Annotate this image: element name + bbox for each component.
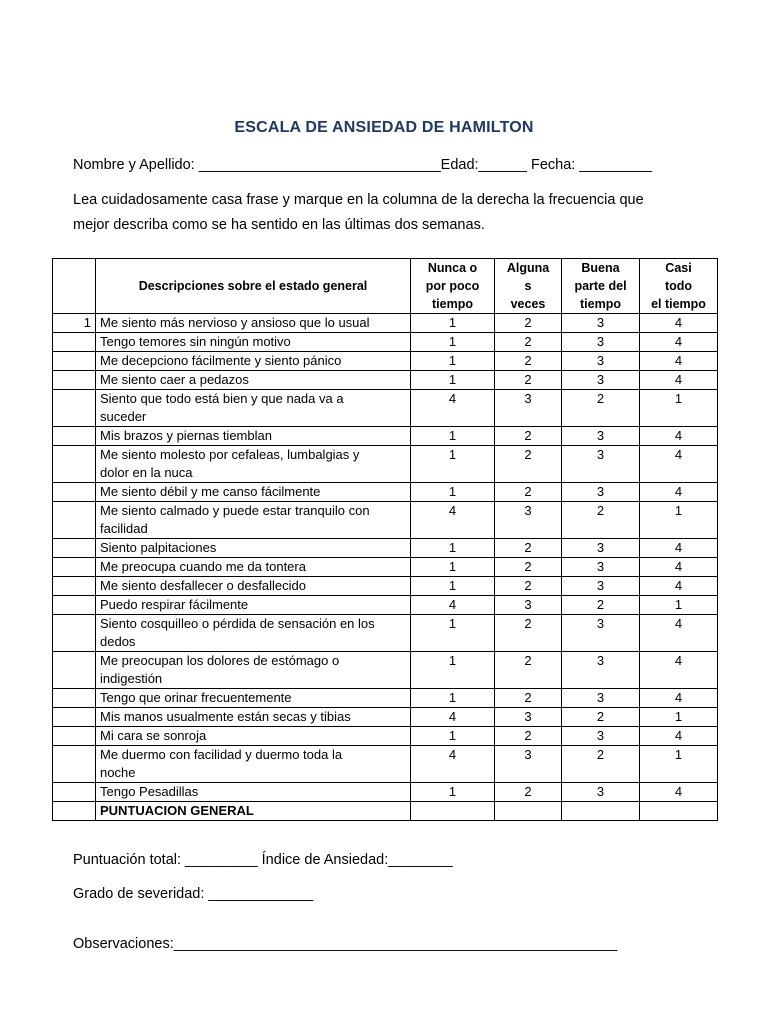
document-title: ESCALA DE ANSIEDAD DE HAMILTON <box>234 119 534 136</box>
row-description <box>96 558 411 577</box>
name-age-date-line: Nombre y Apellido: ______________________________Edad:______ Fecha: _________ <box>73 157 652 173</box>
score-option-cell[interactable]: 1 <box>411 539 495 558</box>
score-option-cell[interactable]: 3 <box>562 352 640 371</box>
score-total-line: Puntuación total: _________ Índice de Ansiedad:________ <box>73 852 453 868</box>
score-option-cell[interactable]: 4 <box>640 558 718 577</box>
description-line: Me preocupa cuando me da tontera <box>100 559 306 574</box>
row-description <box>96 615 411 652</box>
score-option-cell[interactable]: 2 <box>495 483 562 502</box>
total-label: PUNTUACION GENERAL <box>96 802 411 821</box>
header-buena-parte <box>562 259 640 314</box>
score-option-cell[interactable]: 3 <box>562 558 640 577</box>
score-option-cell[interactable]: 4 <box>411 390 495 427</box>
score-option-cell[interactable]: 3 <box>562 652 640 689</box>
table-row <box>53 783 718 802</box>
score-option-cell[interactable]: 3 <box>562 615 640 652</box>
score-option-cell[interactable]: 4 <box>640 371 718 390</box>
score-option-cell[interactable]: 4 <box>640 727 718 746</box>
row-description <box>96 333 411 352</box>
row-number <box>53 708 96 727</box>
row-description <box>96 390 411 427</box>
row-number <box>53 727 96 746</box>
header-line: por poco <box>425 279 480 293</box>
row-number <box>53 390 96 427</box>
score-option-cell[interactable]: 2 <box>495 371 562 390</box>
row-number <box>53 577 96 596</box>
table-row <box>53 746 718 783</box>
row-number <box>53 783 96 802</box>
row-description <box>96 783 411 802</box>
severity-line: Grado de severidad: _____________ <box>73 886 314 902</box>
total-cell <box>640 802 718 821</box>
score-option-cell[interactable]: 3 <box>495 746 562 783</box>
score-option-cell[interactable]: 2 <box>495 314 562 333</box>
score-option-cell[interactable]: 2 <box>495 783 562 802</box>
header-line: Casi <box>665 261 692 275</box>
score-option-cell[interactable]: 1 <box>411 352 495 371</box>
score-option-cell[interactable]: 1 <box>411 427 495 446</box>
score-option-cell[interactable]: 1 <box>411 689 495 708</box>
row-description <box>96 427 411 446</box>
table-row <box>53 689 718 708</box>
row-description <box>96 483 411 502</box>
row-description <box>96 727 411 746</box>
total-number-cell <box>53 802 96 821</box>
row-number <box>53 502 96 539</box>
score-option-cell[interactable]: 3 <box>562 333 640 352</box>
score-option-cell[interactable]: 2 <box>495 539 562 558</box>
table-row <box>53 427 718 446</box>
header-algunas <box>495 259 562 314</box>
score-option-cell[interactable]: 2 <box>562 502 640 539</box>
total-cell <box>562 802 640 821</box>
description-line: Me siento desfallecer o desfallecido <box>100 578 306 593</box>
score-option-cell[interactable]: 4 <box>411 746 495 783</box>
score-option-cell[interactable]: 2 <box>562 390 640 427</box>
hamilton-scale-table <box>52 258 718 821</box>
description-line: dedos <box>100 634 136 649</box>
score-option-cell[interactable]: 2 <box>495 689 562 708</box>
score-option-cell[interactable]: 1 <box>411 558 495 577</box>
score-option-cell[interactable]: 4 <box>640 314 718 333</box>
row-description <box>96 689 411 708</box>
description-line: Siento que todo está bien y que nada va a <box>100 391 344 406</box>
row-description <box>96 446 411 483</box>
score-option-cell[interactable]: 2 <box>562 596 640 615</box>
description-line: Puedo respirar fácilmente <box>100 597 249 612</box>
table-row <box>53 652 718 689</box>
row-description <box>96 502 411 539</box>
score-option-cell[interactable]: 4 <box>411 708 495 727</box>
score-option-cell[interactable]: 4 <box>640 783 718 802</box>
row-description <box>96 708 411 727</box>
header-line: tiempo <box>432 297 473 311</box>
row-description <box>96 371 411 390</box>
total-cell <box>495 802 562 821</box>
description-line: Me siento molesto por cefaleas, lumbalgias y <box>100 447 360 462</box>
score-option-cell[interactable]: 3 <box>562 539 640 558</box>
header-nunca <box>411 259 495 314</box>
score-option-cell[interactable]: 1 <box>411 652 495 689</box>
score-option-cell[interactable]: 2 <box>562 708 640 727</box>
row-description <box>96 652 411 689</box>
score-option-cell[interactable]: 2 <box>495 615 562 652</box>
score-option-cell[interactable]: 2 <box>495 558 562 577</box>
description-line: Me siento débil y me canso fácilmente <box>100 484 321 499</box>
table-row <box>53 390 718 427</box>
description-line: Me siento calmado y puede estar tranquilo con <box>100 503 370 518</box>
row-number <box>53 596 96 615</box>
score-option-cell[interactable]: 2 <box>495 333 562 352</box>
description-line: suceder <box>100 409 147 424</box>
table-row <box>53 615 718 652</box>
header-line: s <box>524 279 532 293</box>
score-option-cell[interactable]: 4 <box>411 502 495 539</box>
table-row <box>53 483 718 502</box>
instructions-line-1: Lea cuidadosamente casa frase y marque en la columna de la derecha la frecuencia que <box>73 192 644 208</box>
row-number <box>53 558 96 577</box>
score-option-cell[interactable]: 2 <box>495 577 562 596</box>
table-row <box>53 727 718 746</box>
score-option-cell[interactable]: 3 <box>562 483 640 502</box>
score-option-cell[interactable]: 3 <box>562 446 640 483</box>
description-line: Mi cara se sonroja <box>100 728 207 743</box>
score-option-cell[interactable]: 4 <box>640 652 718 689</box>
score-option-cell[interactable]: 1 <box>411 615 495 652</box>
description-line: Tengo temores sin ningún motivo <box>100 334 291 349</box>
header-line: parte del <box>574 279 627 293</box>
score-option-cell[interactable]: 1 <box>640 390 718 427</box>
table-row <box>53 708 718 727</box>
row-number <box>53 689 96 708</box>
score-option-cell[interactable]: 1 <box>411 333 495 352</box>
description-line: indigestión <box>100 671 163 686</box>
score-option-cell[interactable]: 2 <box>562 746 640 783</box>
row-number <box>53 746 96 783</box>
table-header-row <box>53 259 718 314</box>
score-option-cell[interactable]: 1 <box>411 446 495 483</box>
total-row <box>53 802 718 821</box>
row-description <box>96 314 411 333</box>
header-line: Nunca o <box>427 261 478 275</box>
description-line: Me decepciono fácilmente y siento pánico <box>100 353 342 368</box>
table-row <box>53 558 718 577</box>
score-option-cell[interactable]: 1 <box>411 727 495 746</box>
table-row <box>53 446 718 483</box>
row-description <box>96 539 411 558</box>
score-option-cell[interactable]: 4 <box>640 577 718 596</box>
row-description <box>96 746 411 783</box>
row-number <box>53 446 96 483</box>
score-option-cell[interactable]: 3 <box>562 314 640 333</box>
observations-line: Observaciones:_______________________________________________________ <box>73 936 618 952</box>
row-number <box>53 333 96 352</box>
score-option-cell[interactable]: 2 <box>495 727 562 746</box>
description-line: Me siento más nervioso y ansioso que lo usual <box>100 315 370 330</box>
score-option-cell[interactable]: 4 <box>640 446 718 483</box>
score-option-cell[interactable]: 1 <box>640 596 718 615</box>
score-option-cell[interactable]: 3 <box>562 577 640 596</box>
description-line: Tengo que orinar frecuentemente <box>100 690 292 705</box>
description-line: Me siento caer a pedazos <box>100 372 249 387</box>
score-option-cell[interactable]: 1 <box>411 483 495 502</box>
table-row <box>53 371 718 390</box>
score-option-cell[interactable]: 3 <box>495 502 562 539</box>
description-line: Siento palpitaciones <box>100 540 217 555</box>
row-number <box>53 371 96 390</box>
row-number <box>53 652 96 689</box>
score-option-cell[interactable]: 3 <box>562 689 640 708</box>
description-line: Siento cosquilleo o pérdida de sensación en los <box>100 616 375 631</box>
description-line: noche <box>100 765 136 780</box>
row-number <box>53 352 96 371</box>
description-line: Mis brazos y piernas tiemblan <box>100 428 272 443</box>
row-number: 1 <box>53 314 96 333</box>
score-option-cell[interactable]: 2 <box>495 446 562 483</box>
table-row <box>53 314 718 333</box>
header-line: Alguna <box>506 261 550 275</box>
score-option-cell[interactable]: 1 <box>640 708 718 727</box>
description-line: Me preocupan los dolores de estómago o <box>100 653 340 668</box>
score-option-cell[interactable]: 3 <box>562 727 640 746</box>
description-line: Me duermo con facilidad y duermo toda la <box>100 747 343 762</box>
score-option-cell[interactable]: 3 <box>495 596 562 615</box>
description-line: Mis manos usualmente están secas y tibias <box>100 709 351 724</box>
row-number <box>53 427 96 446</box>
row-description <box>96 577 411 596</box>
score-option-cell[interactable]: 4 <box>640 539 718 558</box>
score-option-cell[interactable]: 1 <box>411 314 495 333</box>
score-option-cell[interactable]: 1 <box>640 502 718 539</box>
instructions-line-2: mejor describa como se ha sentido en las últimas dos semanas. <box>73 217 485 233</box>
score-option-cell[interactable]: 2 <box>495 352 562 371</box>
table-row <box>53 333 718 352</box>
score-option-cell[interactable]: 2 <box>495 427 562 446</box>
score-option-cell[interactable]: 1 <box>411 783 495 802</box>
header-line: veces <box>510 297 546 311</box>
table-row <box>53 577 718 596</box>
table-row <box>53 502 718 539</box>
description-line: dolor en la nuca <box>100 465 193 480</box>
score-option-cell[interactable]: 4 <box>640 483 718 502</box>
score-option-cell[interactable]: 3 <box>495 708 562 727</box>
table-row <box>53 539 718 558</box>
score-option-cell[interactable]: 3 <box>562 371 640 390</box>
table-row <box>53 352 718 371</box>
score-option-cell[interactable]: 3 <box>495 390 562 427</box>
header-line: todo <box>664 279 693 293</box>
row-description <box>96 596 411 615</box>
score-option-cell[interactable]: 4 <box>640 352 718 371</box>
header-description: Descripciones sobre el estado general <box>96 259 411 314</box>
header-number-cell <box>53 259 96 314</box>
header-line: tiempo <box>580 297 621 311</box>
row-description <box>96 352 411 371</box>
score-option-cell[interactable]: 4 <box>640 615 718 652</box>
score-option-cell[interactable]: 1 <box>411 371 495 390</box>
description-line: facilidad <box>100 521 148 536</box>
score-option-cell[interactable]: 4 <box>640 427 718 446</box>
score-option-cell[interactable]: 4 <box>640 689 718 708</box>
score-option-cell[interactable]: 4 <box>411 596 495 615</box>
header-line: Buena <box>581 261 620 275</box>
score-option-cell[interactable]: 2 <box>495 652 562 689</box>
total-cell <box>411 802 495 821</box>
header-casi-todo <box>640 259 718 314</box>
header-line: el tiempo <box>651 297 706 311</box>
score-option-cell[interactable]: 1 <box>411 577 495 596</box>
row-number <box>53 539 96 558</box>
row-number <box>53 483 96 502</box>
table-row <box>53 596 718 615</box>
score-option-cell[interactable]: 3 <box>562 783 640 802</box>
description-line: Tengo Pesadillas <box>100 784 199 799</box>
row-number <box>53 615 96 652</box>
score-option-cell[interactable]: 4 <box>640 333 718 352</box>
score-option-cell[interactable]: 3 <box>562 427 640 446</box>
score-option-cell[interactable]: 1 <box>640 746 718 783</box>
